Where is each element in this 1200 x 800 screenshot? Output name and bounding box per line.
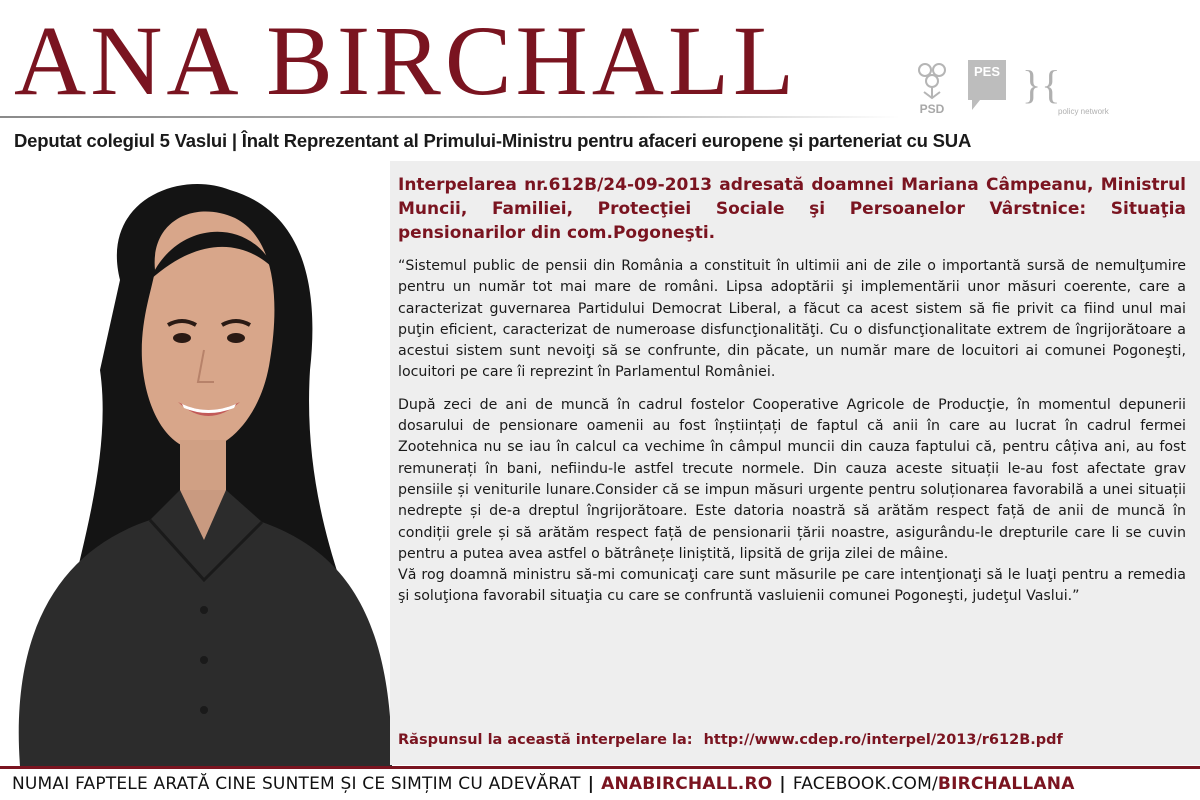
header-divider <box>0 116 900 118</box>
subtitle: Deputat colegiul 5 Vaslui | Înalt Reprezentant al Primului-Ministru pentru afaceri europene și parteneriat cu SUA <box>14 130 972 151</box>
answer-line <box>398 732 1063 748</box>
brand-title: ANA BIRCHALL <box>14 5 799 116</box>
footer-site-link[interactable]: ANABIRCHALL.RO <box>601 774 773 794</box>
policy-network-logo <box>1022 58 1109 118</box>
footer-facebook-handle[interactable]: BIRCHALLANA <box>937 774 1075 794</box>
answer-label: Răspunsul la această interpelare la: <box>398 732 693 748</box>
svg-text:}{: }{ <box>1022 62 1061 107</box>
article-paragraph-2: După zeci de ani de muncă în cadrul fostelor Cooperative Agricole de Producţie, în momentul depunerii dosarului de pensionare oamenii au fost înștiințați de faptul că anii în care au lucrat în cadrul fermei Zootehnica nu se iau în calcul ca vechime în câmpul muncii din cauza faptului că, pentru câțiva ani, au fost remunerați în bani, nefiindu-le astfel trecute normele. Din cauza aceste situații le-au fost afectate grav pensiile și veniturile lunare.Consider că se impun măsuri urgente pentru soluționarea favorabilă a unei situații nedrepte și de-a dreptul îngrijorătoare. Este datoria noastră să arătăm respect față de anii de muncă în condiții grele și să arătăm respect față de pensionarii țării noastre, asigurându-le drepturile care li se cuvin pentru a putea avea astfel o bătrânețe liniștită, lipsită de grija zilei de mâine. <box>398 396 1186 562</box>
footer-facebook-prefix[interactable]: FACEBOOK.COM/ <box>792 774 938 794</box>
footer-separator: | <box>779 774 786 794</box>
footer-divider <box>0 766 1200 769</box>
svg-text:PSD: PSD <box>919 102 945 116</box>
header <box>0 0 1200 118</box>
party-logos <box>912 58 1112 120</box>
portrait-photo <box>0 160 392 766</box>
article-body <box>398 256 1186 608</box>
article-content <box>398 173 1186 619</box>
psd-logo <box>912 58 952 118</box>
footer-separator: | <box>587 774 595 794</box>
svg-text:policy network: policy network <box>1058 107 1109 116</box>
footer-line <box>12 774 1075 794</box>
pes-logo <box>968 60 1006 116</box>
svg-text:PES: PES <box>973 64 1001 79</box>
portrait-illustration <box>0 160 392 766</box>
footer <box>0 766 1200 800</box>
article-panel <box>390 161 1200 765</box>
footer-slogan: NUMAI FAPTELE ARATĂ CINE SUNTEM ȘI CE SIMȚIM CU ADEVĂRAT <box>12 774 581 794</box>
article-paragraph-1: “Sistemul public de pensii din România a constituit în ultimii ani de zile o importantă sursă de nemulţumire pentru un număr tot mai mare de români. Lipsa adoptării şi implementării unor măsuri coerente, care a caracterizat guvernarea Partidului Democrat Liberal, a făcut ca acest sistem să fie privit ca fiind unul mai puţin eficient, caracterizat de numeroase disfuncţionalităţi. Cu o disfuncţionalitate extrem de îngrijorătoare a acestui sistem sunt nevoiţi să se confrunte, din păcate, un număr mare de locuitori ai comunei Pogoneşti, locuitori pe care îi reprezint în Parlamentul României. <box>398 258 1186 381</box>
article-paragraph-3: Vă rog doamnă ministru să-mi comunicaţi care sunt măsurile pe care intenţionaţi să le luaţi pentru a remedia şi soluţiona favorabil situaţia cu care se confruntă vasluienii comunei Pogoneşti, judeţul Vaslui.” <box>398 567 1186 605</box>
answer-link[interactable]: http://www.cdep.ro/interpel/2013/r612B.pdf <box>703 732 1063 748</box>
article-title: Interpelarea nr.612B/24-09-2013 adresată doamnei Mariana Câmpeanu, Ministrul Muncii, Familiei, Protecţiei Sociale şi Persoanelor Vârstnice: Situaţia pensionarilor din com.Pogoneşti. <box>398 175 1186 243</box>
